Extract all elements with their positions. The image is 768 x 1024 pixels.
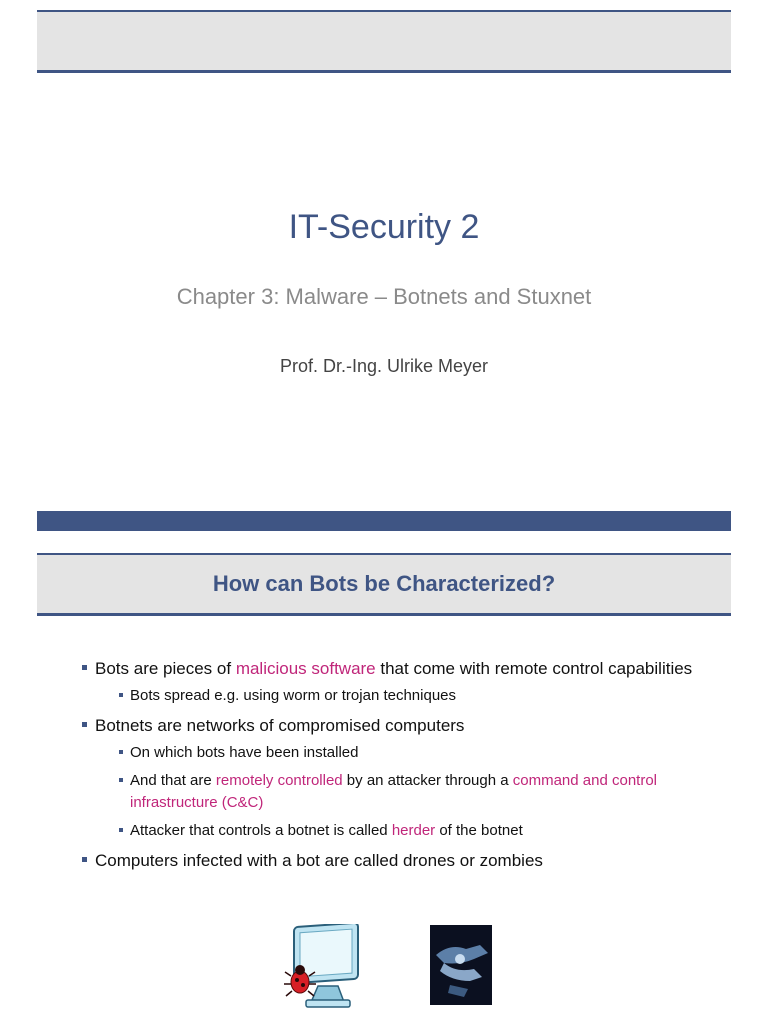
bullet-herder: Attacker that controls a botnet is called herder of the botnet [116, 820, 720, 842]
slide-divider [37, 511, 731, 531]
bullet-drones-zombies: Computers infected with a bot are called drones or zombies [80, 848, 720, 873]
bullet-bots-definition: Bots are pieces of malicious software that come with remote control capabilities [80, 656, 720, 681]
slide1-header-band [37, 10, 731, 73]
slide2-heading: How can Bots be Characterized? [212, 571, 556, 596]
bullet-botnets-definition: Botnets are networks of compromised computers [80, 713, 720, 738]
bullet-bots-installed: On which bots have been installed [116, 742, 720, 764]
bullet-bots-spread: Bots spread e.g. using worm or trojan techniques [116, 685, 720, 707]
slide-subtitle: Chapter 3: Malware – Botnets and Stuxnet [176, 284, 592, 309]
slide-author: Prof. Dr.-Ing. Ulrike Meyer [279, 356, 489, 376]
bullet-list [80, 656, 720, 877]
highlight-herder: herder [391, 822, 436, 839]
bullet-remotely-controlled: And that are remotely controlled by an attacker through a command and control infrastructure (C&C) [116, 770, 720, 814]
slide-title: IT-Security 2 [288, 208, 480, 246]
highlight-remotely-controlled: remotely controlled [215, 772, 343, 789]
highlight-cnc: command and control infrastructure (C&C) [130, 772, 657, 811]
infected-computer-icon [282, 924, 364, 1012]
robot-hand-icon [430, 925, 492, 1005]
highlight-malicious-software: malicious software [235, 659, 376, 678]
slide2-header-band [37, 553, 731, 616]
